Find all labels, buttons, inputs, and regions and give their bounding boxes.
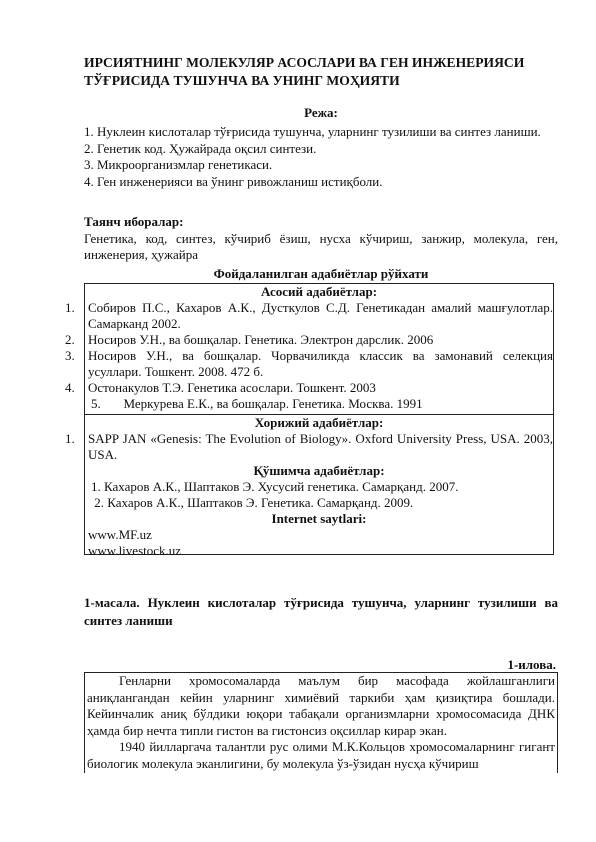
literature-heading: Фойдаланилган адабиётлар рўйхати [213,266,429,281]
reference-text: SAPP JAN «Genesis: The Evolution of Biology». Oxford University Press, USA. 2003, USA. [88,431,553,462]
plan-item: 1. Нуклеин кислоталар тўғрисида тушунча, уларнинг тузилиши ва синтез ланиши. [84,124,541,139]
reference-text: Собиров П.С., Кахаров А.К., Дусткулов С.Д. Генетикадан амалий машғулотлар. Самарканд 2002. [88,300,553,331]
reference-text: Остонакулов Т.Э. Генетика асослари. Тошкент. 2003 [88,380,376,395]
appendix-text-box [84,672,558,773]
main-literature-heading: Асосий адабиётлар: [260,284,378,299]
foreign-literature-heading: Хорижий адабиётлар: [254,415,384,430]
reference-item [65,380,553,396]
plan-item: 4. Ген инженерияси ва ўнинг ривожланиш истиқболи. [84,173,383,189]
reference-text: Носиров У.Н., ва бошқалар. Генетика. Электрон дарслик. 2006 [88,332,434,347]
plan-item: 2. Генетик код. Ҳужайрада оқсил синтези. [84,140,317,156]
reference-number: 1. [65,431,75,446]
reference-text: Носиров У.Н., ва бошқалар. Чорвачиликда классик ва замонавий селекция усуллари. Тошкент. 2008. 472 б. [88,348,553,379]
keywords-heading: Таянч иборалар: [84,214,184,229]
plan-list [84,124,558,190]
website-link[interactable]: www.livestock.uz [88,543,182,558]
document-title: ИРСИЯТНИНГ МОЛЕКУЛЯР АСОСЛАРИ ВА ГЕН ИНЖЕНЕРИЯСИ ТЎҒРИСИДА ТУШУНЧА ВА УНИНГ МОҲИЯТИ [84,55,525,88]
keywords-text: Генетика, код, синтез, кўчириб ёзиш, нусха кўчириш, занжир, молекула, ген, инженерия, ҳужайра [84,231,558,262]
reference-item [65,332,553,348]
plan-heading: Режа: [304,105,338,120]
plan-item: 3. Микроорганизмлар генетикаси. [84,157,273,172]
reference-item: 5. Меркурева Е.К., ва бошқалар. Генетика. Москва. 1991 [91,396,423,411]
task-heading: 1-масала. Нуклеин кислоталар тўғрисида тушунча, уларнинг тузилиши ва синтез ланиши [84,595,558,628]
reference-number: 4. [65,380,75,395]
reference-number: 1. [65,300,75,315]
internet-heading: Internet saytlari: [271,511,367,526]
body-paragraph: Генларни хромосомаларда маълум бир масофада жойлашганлиги аниқлангандан кейин уларнинг химиёвий таркиби ҳам қизиқтира бошлади. Кейинчалик аниқ бўлдики юқори табақали организмларни хромосомасида ДНК ҳамда бир нечта типли гистон ва гистонсиз оқсиллар кирар экан. [87,673,555,738]
reference-item: 2. Кахаров А.К., Шаптаков Э. Генетика. Самарқанд. 2009. [91,495,414,510]
literature-box [65,283,554,558]
appendix-label: 1-илова. [507,657,556,672]
reference-item [65,348,553,380]
extra-literature-heading: Қўшимча адабиётлар: [253,463,385,478]
reference-item: 1. Кахаров А.К., Шаптаков Э. Хусусий генетика. Самарқанд. 2007. [91,479,459,494]
reference-number: 2. [65,332,75,347]
website-link[interactable]: www.MF.uz [88,527,152,542]
reference-item [65,431,553,463]
reference-item [65,300,553,332]
reference-number: 3. [65,348,75,363]
body-paragraph: 1940 йилларгача талантли рус олими М.К.Кольцов хромосомаларнинг гигант биологик молекула эканлигини, бу молекула ўз-ўзидан нусҳа кўчириш [87,739,555,771]
